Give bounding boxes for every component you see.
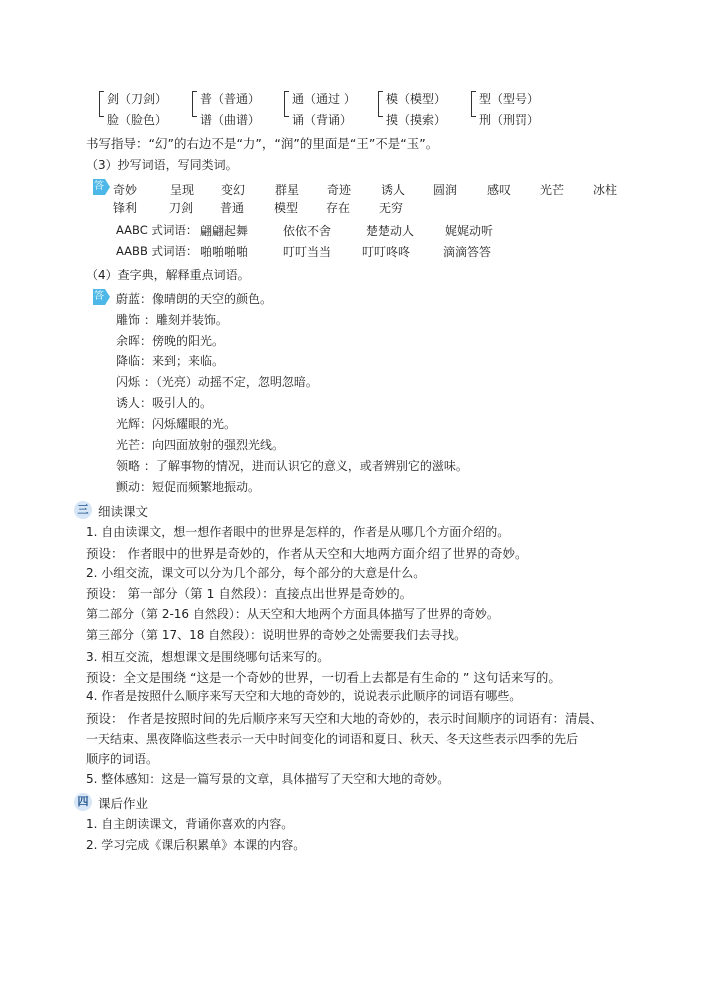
copy-word: 呈现	[170, 183, 195, 197]
section-3-line: 5. 整体感知：这是一篇写景的文章，具体描写了天空和大地的奇妙。	[86, 772, 450, 786]
section-3-title: 细读课文	[98, 504, 149, 519]
section-3-line: 1. 自由读课文，想一想作者眼中的世界是怎样的，作者是从哪几个方面介绍的。	[86, 525, 510, 539]
aabc-word: 翩翩起舞	[200, 224, 249, 238]
copy-word: 普通	[220, 201, 245, 215]
aabc-label: AABC 式词语：	[116, 223, 198, 237]
section-3-line: 第二部分（第 2-16 自然段）：从天空和大地两个方面具体描写了世界的奇妙。	[86, 607, 499, 621]
pair-2-bottom: 谱（曲谱）	[200, 113, 261, 127]
section-3-line: 2. 小组交流，课文可以分为几个部分，每个部分的大意是什么。	[86, 566, 426, 580]
section-4-number: 四	[74, 793, 92, 811]
brace-1	[99, 91, 104, 117]
section-3-line: 4. 作者是按照什么顺序来写天空和大地的奇妙的，说说表示此顺序的词语有哪些。	[86, 689, 522, 703]
section-3-line: 顺序的词语。	[86, 752, 159, 766]
pair-5-bottom: 刑（刑罚）	[479, 113, 540, 127]
copy-word: 群星	[275, 183, 300, 197]
pair-4-bottom: 摸（摸索）	[386, 113, 447, 127]
homework-item: 2. 学习完成《课后积累单》本课的内容。	[86, 838, 306, 852]
step3-title: （3）抄写词语，写同类词。	[86, 158, 238, 172]
copy-word: 光芒	[540, 183, 565, 197]
section-3-line: 一天结束、黑夜降临这些表示一天中时间变化的词语和夏日、秋天、冬天这些表示四季的先后	[86, 732, 579, 746]
brace-4	[378, 91, 383, 117]
definition-item: 蔚蓝：像晴朗的天空的颜色。	[116, 292, 273, 306]
writing-guide: 书写指导：“幻”的右边不是“力”，“润”的里面是“王”不是“玉”。	[86, 136, 439, 151]
section-3-preset: 预设： 第一部分（第 1 自然段）：直接点出世界是奇妙的。	[86, 586, 413, 601]
pair-2-top: 普（普通）	[200, 92, 261, 106]
copy-word: 刀剑	[169, 201, 194, 215]
aabc-word: 依依不舍	[283, 224, 332, 238]
aabc-word: 娓娓动听	[445, 224, 494, 238]
copy-word: 冰柱	[593, 183, 618, 197]
copy-word: 无穷	[379, 201, 404, 215]
pair-3-bottom: 诵（背诵）	[292, 113, 353, 127]
copy-word: 圆润	[433, 183, 458, 197]
aabc-word: 楚楚动人	[366, 224, 415, 238]
section-4-title: 课后作业	[98, 796, 149, 811]
section-3-preset: 预设： 作者是按照时间的先后顺序来写天空和大地的奇妙的，表示时间顺序的词语有：清晨、	[86, 711, 603, 726]
pair-1-top: 剑（刀剑）	[107, 92, 168, 106]
homework-item: 1. 自主朗读课文，背诵你喜欢的内容。	[86, 817, 294, 831]
copy-word: 感叹	[487, 183, 512, 197]
pair-5-top: 型（型号）	[479, 92, 540, 106]
definition-item: 光芒：向四面放射的强烈光线。	[116, 438, 285, 452]
brace-3	[284, 91, 289, 117]
section-3-preset: 预设： 作者眼中的世界是奇妙的，作者从天空和大地两方面介绍了世界的奇妙。	[86, 546, 528, 561]
aabb-word: 滴滴答答	[443, 245, 492, 259]
copy-word: 诱人	[381, 183, 406, 197]
brace-2	[192, 91, 197, 117]
definition-item: 闪烁 ：（光亮）动摇不定，忽明忽暗。	[116, 375, 318, 389]
copy-word: 奇迹	[327, 183, 352, 197]
section-3-line: 第三部分（第 17、18 自然段）：说明世界的奇妙之处需要我们去寻找。	[86, 628, 467, 642]
definition-item: 雕饰 ：雕刻并装饰。	[116, 313, 228, 327]
step4-title: （4）查字典，解释重点词语。	[86, 268, 250, 282]
copy-word: 模型	[274, 201, 299, 215]
copy-word: 变幻	[221, 183, 246, 197]
pair-4-top: 模（模型）	[386, 92, 447, 106]
pair-1-bottom: 脸（脸色）	[107, 113, 168, 127]
answer-tag-icon: 答	[93, 179, 105, 195]
copy-word: 存在	[326, 201, 351, 215]
brace-5	[471, 91, 476, 117]
aabb-label: AABB 式词语：	[116, 244, 198, 258]
definition-item: 领略 ：了解事物的情况，进而认识它的意义，或者辨别它的滋味。	[116, 459, 468, 473]
definition-item: 诱人：吸引人的。	[116, 396, 213, 410]
aabb-word: 叮叮咚咚	[362, 245, 411, 259]
definition-item: 余晖：傍晚的阳光。	[116, 334, 225, 348]
pair-3-top: 通（通过 ）	[292, 92, 356, 106]
aabb-word: 叮叮当当	[283, 245, 332, 259]
aabb-word: 啪啪啪啪	[200, 245, 249, 259]
copy-word: 锋利	[113, 201, 138, 215]
section-3-preset: 预设：全文是围绕 “这是一个奇妙的世界，一切看上去都是有生命的 ” 这句话来写的。	[86, 670, 561, 685]
definition-item: 颤动：短促而频繁地振动。	[116, 480, 261, 494]
section-3-number: 三	[74, 501, 92, 519]
section-3-line: 3. 相互交流，想想课文是围绕哪句话来写的。	[86, 650, 330, 664]
definition-item: 降临：来到；来临。	[116, 354, 225, 368]
copy-word: 奇妙	[113, 183, 138, 197]
definition-item: 光辉：闪烁耀眼的光。	[116, 417, 237, 431]
answer-tag-icon: 答	[93, 289, 105, 305]
